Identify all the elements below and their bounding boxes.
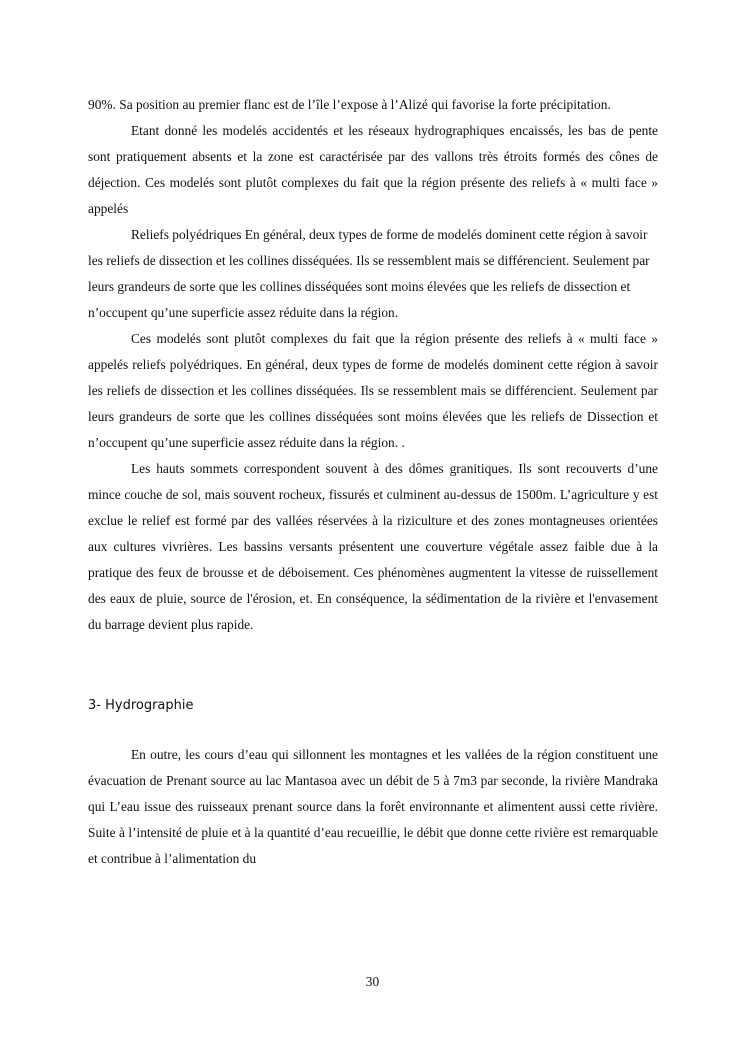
paragraph-continuation: 90%. Sa position au premier flanc est de l’île l’expose à l’Alizé qui favorise la forte précipitation.	[88, 97, 611, 112]
paragraph-complex-landforms: Ces modelés sont plutôt complexes du fait que la région présente des reliefs à « multi face » appelés reliefs polyédriques. En général, deux types de forme de modelés dominent cette région à savoir les reliefs de dissection et les collines disséquées. Ils se ressemblent mais se différencient. Seulement par leurs grandeurs de sorte que les collines disséquées sont moins élevées que les reliefs de Dissection et n’occupent qu’une superficie assez réduite dans la région. .	[88, 331, 658, 450]
paragraph-high-summits: Les hauts sommets correspondent souvent à des dômes granitiques. Ils sont recouverts d’une mince couche de sol, mais souvent rocheux, fissurés et culminent au-dessus de 1500m. L’agriculture y est exclue le relief est formé par des vallées réservées à la riziculture et des zones montagneuses orientées aux cultures vivrières. Les bassins versants présentent une couverture végétale assez faible due à la pratique des feux de brousse et de déboisement. Ces phénomènes augmentent la vitesse de ruissellement des eaux de pluie, source de l'érosion, et. En conséquence, la sédimentation de la rivière et l'envasement du barrage devient plus rapide.	[88, 461, 658, 632]
paragraph-polyhedral-reliefs: Reliefs polyédriques En général, deux types de forme de modelés dominent cette région à savoir les reliefs de dissection et les collines disséquées. Ils se ressemblent mais se différencient. Seulement par leurs grandeurs de sorte que les collines disséquées sont moins élevées que les reliefs de dissection et n’occupent qu’une superficie assez réduite dans la région.	[88, 227, 650, 320]
paragraph-hydrographie: En outre, les cours d’eau qui sillonnent les montagnes et les vallées de la région constituent une évacuation de Prenant source au lac Mantasoa avec un débit de 5 à 7m3 par seconde, la rivière Mandraka qui L’eau issue des ruisseaux prenant source dans la forêt environnante et alimentent aussi cette rivière. Suite à l’intensité de pluie et à la quantité d’eau recueillie, le débit que donne cette rivière est remarquable et contribue à l’alimentation du	[88, 747, 658, 866]
section-heading-hydrographie: 3- Hydrographie	[88, 698, 194, 713]
document-body	[88, 92, 658, 872]
paragraph-relief-description: Etant donné les modelés accidentés et les réseaux hydrographiques encaissés, les bas de pente sont pratiquement absents et la zone est caractérisée par des vallons très étroits formés des cônes de déjection. Ces modelés sont plutôt complexes du fait que la région présente des reliefs à « multi face » appelés	[88, 123, 658, 216]
page-number: 30	[365, 974, 380, 989]
